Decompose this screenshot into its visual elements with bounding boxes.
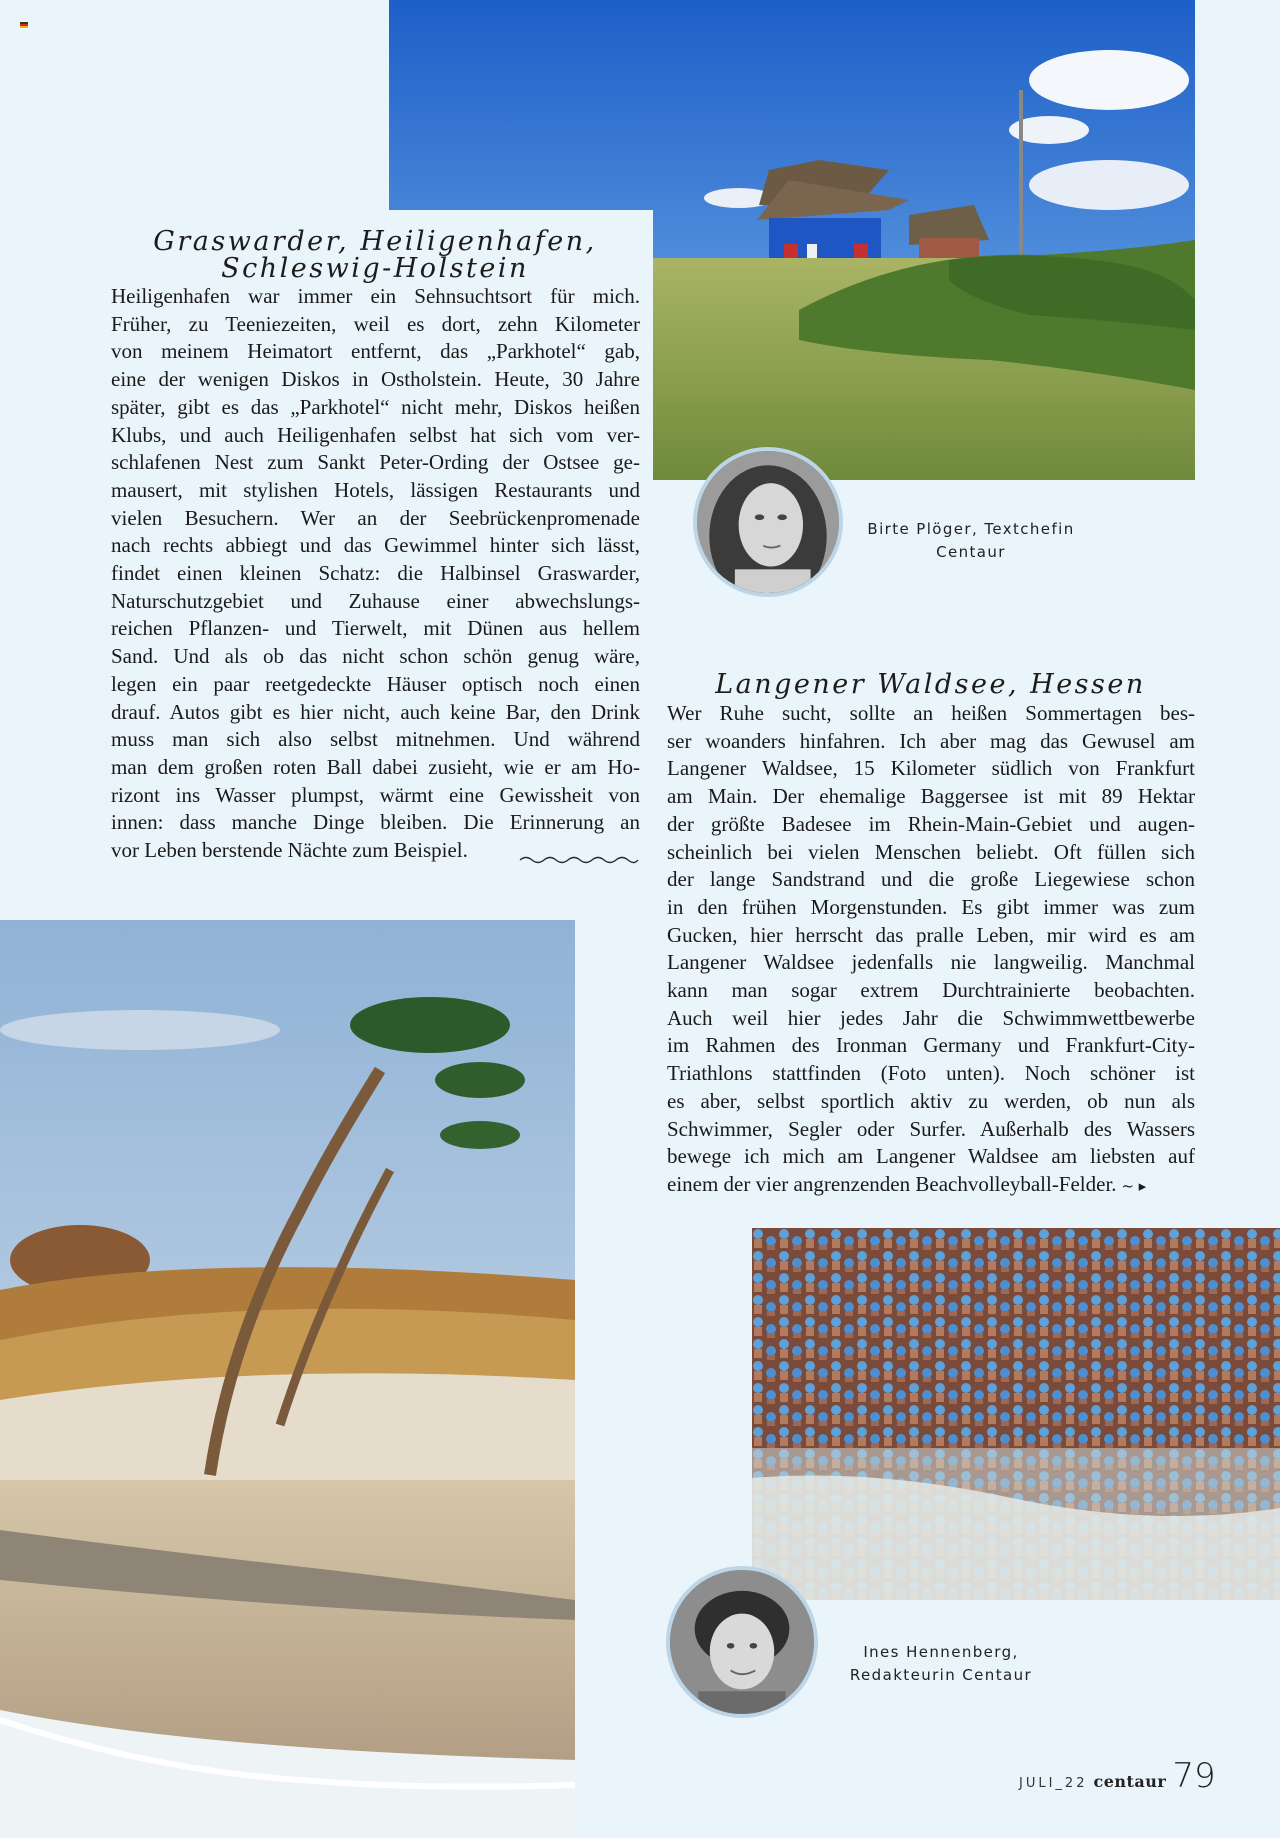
author2-caption xyxy=(831,1641,1051,1687)
body-line: bewege ich mich am Langener Waldsee am liebsten auf xyxy=(667,1144,1195,1169)
body-line: nach rechts abbiegt und das Gewimmel hinter sich lässt, xyxy=(111,533,640,558)
article1-title xyxy=(110,228,640,282)
body-line: Klubs, und auch Heiligenhafen selbst hat sich vom ver- xyxy=(111,422,640,447)
body-line: muss man sich also selbst mitnehmen. Und während xyxy=(111,727,640,752)
body-line: Sand. Und als ob das nicht schon schön genug wäre, xyxy=(111,644,640,669)
article1-title-line1: Graswarder, Heiligenhafen, xyxy=(153,226,597,257)
continue-arrow-icon: ~ ▸ xyxy=(1116,1176,1147,1195)
article1-title-line2: Schleswig-Holstein xyxy=(221,253,529,284)
body-line: einem der vier angrenzenden Beachvolleyball-Felder. ~ ▸ xyxy=(667,1171,1147,1196)
wave-ornament-icon xyxy=(518,852,640,866)
flag-icon xyxy=(20,22,28,28)
article2-title: Langener Waldsee, Hessen xyxy=(715,669,1146,700)
author1-role: Centaur xyxy=(936,543,1006,561)
body-line: ser woanders hinfahren. Ich aber mag das Gewusel am xyxy=(667,728,1195,753)
body-line: später, gibt es das „Parkhotel“ nicht mehr, Diskos heißen xyxy=(111,394,640,419)
body-line: Auch weil hier jedes Jahr die Schwimmwettbewerbe xyxy=(667,1005,1195,1030)
body-line: Wer Ruhe sucht, sollte an heißen Sommertagen bes- xyxy=(667,701,1195,725)
body-line: Gucken, hier herrscht das pralle Leben, mir wird es am xyxy=(667,922,1195,947)
folio xyxy=(1019,1756,1216,1796)
body-line: Früher, zu Teeniezeiten, weil es dort, zehn Kilometer xyxy=(111,311,640,336)
folio-issue: JULI_22 xyxy=(1019,1776,1088,1791)
body-line: Heiligenhafen war immer ein Sehnsuchtsort für mich. xyxy=(111,284,640,308)
body-line: von meinem Heimatort entfernt, das „Parkhotel“ gab, xyxy=(111,339,640,364)
photo-triathlon-swimmers xyxy=(752,1228,1280,1600)
author1-caption xyxy=(855,518,1087,564)
folio-brand: centaur xyxy=(1093,1772,1167,1791)
author2-portrait xyxy=(666,1566,818,1718)
author1-name: Birte Plöger, Textchefin xyxy=(867,520,1075,538)
photo-windswept-tree-beach xyxy=(0,920,575,1838)
body-line: es aber, selbst sportlich aktiv zu werden, ob nun als xyxy=(667,1088,1195,1113)
article1-body xyxy=(111,283,640,865)
body-line: drauf. Autos gibt es hier nicht, auch keine Bar, den Drink xyxy=(111,699,640,724)
body-line: Schwimmer, Segler oder Surfer. Außerhalb des Wassers xyxy=(667,1116,1195,1141)
body-line: Triathlons stattfinden (Foto unten). Noch schöner ist xyxy=(667,1061,1195,1086)
author2-role: Redakteurin Centaur xyxy=(849,1666,1033,1684)
body-line: eine der wenigen Diskos in Ostholstein. Heute, 30 Jahre xyxy=(111,367,640,392)
body-line: Langener Waldsee, 15 Kilometer südlich von Frankfurt xyxy=(667,756,1195,781)
body-line: Langener Waldsee jedenfalls nie langweilig. Manchmal xyxy=(667,950,1195,975)
author1-portrait xyxy=(693,447,843,597)
body-line: vielen Besuchern. Wer an der Seebrückenpromenade xyxy=(111,505,640,530)
author2-name: Ines Hennenberg, xyxy=(863,1643,1019,1661)
body-line: scheinlich bei vielen Menschen beliebt. Oft füllen sich xyxy=(667,839,1195,864)
body-line: mausert, mit stylishen Hotels, lässigen Restaurants und xyxy=(111,477,640,502)
body-line: am Main. Der ehemalige Baggersee ist mit 89 Hektar xyxy=(667,784,1195,809)
body-line: findet einen kleinen Schatz: die Halbinsel Graswarder, xyxy=(111,561,640,586)
body-line: innen: dass manche Dinge bleiben. Die Erinnerung an xyxy=(111,810,640,835)
body-line: man dem großen roten Ball dabei zusieht, wie er am Ho- xyxy=(111,754,640,779)
body-line: der größte Badesee im Rhein-Main-Gebiet und augen- xyxy=(667,811,1195,836)
article2-body xyxy=(667,700,1195,1201)
body-line: der lange Sandstrand und die große Liegewiese schon xyxy=(667,867,1195,892)
body-line: kann man sogar extrem Durchtrainierte beobachten. xyxy=(667,978,1195,1003)
body-line: im Rahmen des Ironman Germany und Frankfurt-City- xyxy=(667,1033,1195,1058)
body-line: Naturschutzgebiet und Zuhause einer abwechslungs- xyxy=(111,588,640,613)
body-line: rizont ins Wasser plumpst, wärmt eine Gewissheit von xyxy=(111,782,640,807)
page-number: 79 xyxy=(1172,1756,1216,1796)
body-line: legen ein paar reetgedeckte Häuser optisch noch einen xyxy=(111,671,640,696)
body-line: reichen Pflanzen- und Tierwelt, mit Dünen aus hellem xyxy=(111,616,640,641)
body-line: in den frühen Morgenstunden. Es gibt immer was zum xyxy=(667,894,1195,919)
body-line: vor Leben berstende Nächte zum Beispiel. xyxy=(111,838,468,863)
body-line: schlafenen Nest zum Sankt Peter-Ording der Ostsee ge- xyxy=(111,450,640,475)
